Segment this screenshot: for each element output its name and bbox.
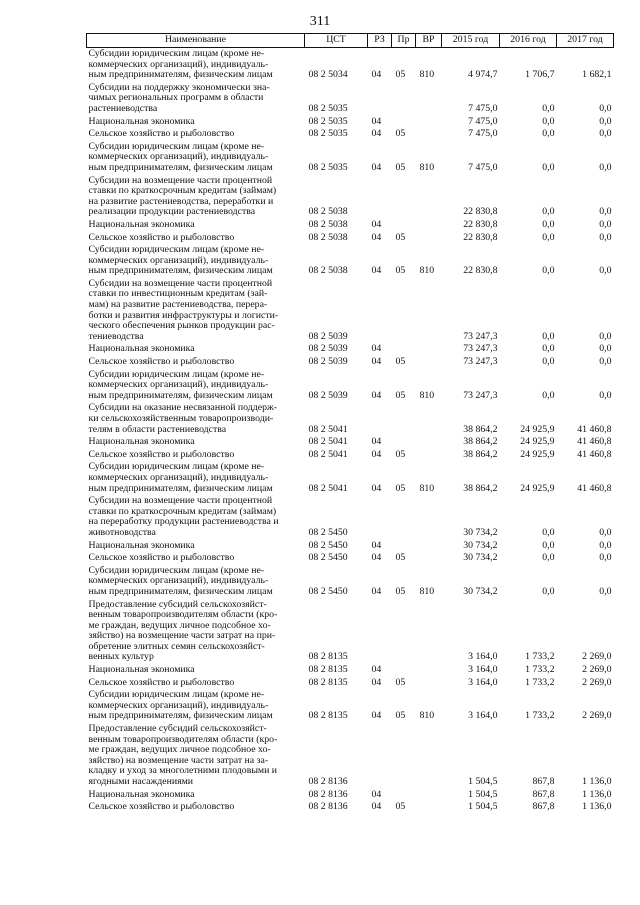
row-pr: 05 (395, 161, 406, 173)
row-name: Сельское хозяйство и рыболовство (88, 676, 235, 688)
row-vr: 810 (419, 585, 435, 597)
row-cst: 08 2 5450 (308, 526, 348, 538)
row-cst: 08 2 5039 (308, 343, 348, 355)
row-vr: 810 (419, 710, 435, 722)
table-row (87, 801, 614, 814)
row-cst: 08 2 5450 (308, 539, 348, 551)
row-2016: 1 706,7 (525, 69, 555, 81)
row-2017: 0,0 (599, 539, 612, 551)
row-name: Субсидии на возмещение части процентной ставки по краткосрочным кредитам (займам) на развитие растениеводства, переработки и реализации продукции растениеводства (88, 174, 277, 218)
row-rz: 04 (371, 265, 382, 277)
row-2017: 0,0 (599, 526, 612, 538)
table-row (87, 244, 614, 278)
row-2016: 867,8 (532, 801, 555, 813)
row-name: Субсидии юридическим лицам (кроме не- коммерческих организаций), индивидуаль- ным предпринимателям, физическим лицам (88, 368, 273, 401)
row-2016: 0,0 (542, 115, 555, 127)
table-row (87, 540, 614, 553)
row-name: Национальная экономика (88, 539, 195, 551)
row-2016: 1 733,2 (525, 676, 555, 688)
header-name: Наименование (87, 34, 305, 48)
row-vr (416, 723, 442, 789)
row-name: Сельское хозяйство и рыболовство (88, 128, 235, 140)
row-name: Субсидии на оказание несвязанной поддерж- ки сельскохозяйственным товаропроизводи- телям в области растениеводства (88, 402, 278, 435)
row-pr (392, 343, 416, 356)
row-rz: 04 (371, 710, 382, 722)
row-vr (416, 540, 442, 553)
row-cst: 08 2 5450 (308, 585, 348, 597)
header-cst: ЦСТ (305, 34, 368, 48)
page-number: 311 (309, 14, 331, 29)
row-2015: 7 475,0 (468, 161, 498, 173)
row-cst: 08 2 5041 (308, 448, 348, 460)
row-2016: 0,0 (542, 539, 555, 551)
row-vr (416, 116, 442, 129)
row-rz: 04 (371, 801, 382, 813)
row-pr: 05 (395, 801, 406, 813)
row-2015: 4 974,7 (468, 69, 498, 81)
row-rz (368, 175, 392, 219)
row-2017: 41 460,8 (577, 448, 612, 460)
row-pr: 05 (395, 710, 406, 722)
table-row (87, 343, 614, 356)
table-row (87, 689, 614, 723)
row-2016: 24 925,9 (520, 436, 555, 448)
row-rz: 04 (371, 664, 382, 676)
row-pr: 05 (395, 552, 406, 564)
row-vr (416, 82, 442, 116)
row-vr (416, 801, 442, 814)
row-cst: 08 2 5038 (308, 265, 348, 277)
row-name: Субсидии юридическим лицам (кроме не- коммерческих организаций), индивидуаль- ным предпринимателям, физическим лицам (88, 461, 273, 494)
row-cst: 08 2 8135 (308, 710, 348, 722)
row-2015: 3 164,0 (468, 676, 498, 688)
row-name: Предоставление субсидий сельскохозяйст- венным товаропроизводителям области (кро- ме граждан, ведущих личное подсобное хо- зяйство) на возмещение части затрат на за- кладку и уход за многолетними плодовыми и ягодными насаждениями (88, 723, 278, 787)
row-2015: 30 734,2 (463, 539, 498, 551)
table-row (87, 599, 614, 665)
row-vr (416, 343, 442, 356)
row-pr (392, 723, 416, 789)
row-2016: 0,0 (542, 128, 555, 140)
row-2015: 3 164,0 (468, 710, 498, 722)
row-rz: 04 (371, 128, 382, 140)
table-row (87, 402, 614, 436)
row-2016: 0,0 (542, 161, 555, 173)
row-name: Национальная экономика (88, 218, 195, 230)
row-2017: 2 269,0 (582, 664, 612, 676)
row-vr (416, 449, 442, 462)
row-rz: 04 (371, 448, 382, 460)
row-2016: 0,0 (542, 585, 555, 597)
row-vr (416, 356, 442, 369)
row-2016: 1 733,2 (525, 664, 555, 676)
row-2016: 24 925,9 (520, 482, 555, 494)
row-2017: 0,0 (599, 206, 612, 218)
row-rz: 04 (371, 115, 382, 127)
row-rz: 04 (371, 161, 382, 173)
row-2015: 1 504,5 (468, 776, 498, 787)
row-cst: 08 2 5034 (308, 69, 348, 81)
row-2016: 0,0 (542, 265, 555, 277)
row-vr (416, 599, 442, 665)
table-row (87, 552, 614, 565)
row-cst: 08 2 5039 (308, 330, 348, 342)
row-vr (416, 219, 442, 232)
row-pr (392, 402, 416, 436)
row-pr (392, 789, 416, 802)
row-2015: 73 247,3 (463, 330, 498, 342)
row-rz: 04 (371, 218, 382, 230)
row-rz: 04 (371, 231, 382, 243)
row-cst: 08 2 5041 (308, 482, 348, 494)
row-2015: 30 734,2 (463, 526, 498, 538)
row-cst: 08 2 8136 (308, 788, 348, 800)
row-pr (392, 278, 416, 344)
row-2016: 0,0 (542, 102, 555, 114)
row-rz: 04 (371, 69, 382, 81)
row-name: Субсидии юридическим лицам (кроме не- коммерческих организаций), индивидуаль- ным предпринимателям, физическим лицам (88, 689, 273, 722)
row-2015: 30 734,2 (463, 585, 498, 597)
row-2017: 0,0 (599, 330, 612, 342)
table-row (87, 789, 614, 802)
row-rz: 04 (371, 552, 382, 564)
row-pr (392, 116, 416, 129)
row-name: Национальная экономика (88, 115, 195, 127)
row-vr (416, 128, 442, 141)
row-2017: 0,0 (599, 389, 612, 401)
row-rz: 04 (371, 436, 382, 448)
row-2017: 2 269,0 (582, 651, 612, 663)
table-row (87, 565, 614, 599)
row-name: Сельское хозяйство и рыболовство (88, 356, 235, 368)
row-2015: 22 830,8 (463, 265, 498, 277)
row-vr: 810 (419, 482, 435, 494)
row-2016: 867,8 (532, 776, 555, 787)
row-2015: 73 247,3 (463, 389, 498, 401)
row-cst: 08 2 5038 (308, 231, 348, 243)
table-row (87, 449, 614, 462)
row-cst: 08 2 8136 (308, 776, 348, 787)
table-row (87, 677, 614, 690)
row-pr: 05 (395, 128, 406, 140)
header-pr: Пр (392, 34, 416, 48)
row-2017: 0,0 (599, 161, 612, 173)
row-name: Национальная экономика (88, 436, 195, 448)
row-2015: 73 247,3 (463, 356, 498, 368)
row-2017: 41 460,8 (577, 482, 612, 494)
row-cst: 08 2 5041 (308, 436, 348, 448)
row-cst: 08 2 5038 (308, 206, 348, 218)
row-vr (416, 402, 442, 436)
row-rz (368, 278, 392, 344)
row-name: Сельское хозяйство и рыболовство (88, 552, 235, 564)
row-2016: 1 733,2 (525, 651, 555, 663)
row-name: Национальная экономика (88, 343, 195, 355)
row-2016: 0,0 (542, 343, 555, 355)
row-2015: 7 475,0 (468, 115, 498, 127)
row-2017: 0,0 (599, 128, 612, 140)
row-cst: 08 2 8136 (308, 801, 348, 813)
row-cst: 08 2 5039 (308, 389, 348, 401)
row-cst: 08 2 5035 (308, 102, 348, 114)
row-vr: 810 (419, 69, 435, 81)
row-cst: 08 2 8135 (308, 651, 348, 663)
table-row (87, 48, 614, 82)
table-row (87, 175, 614, 219)
row-cst: 08 2 5450 (308, 552, 348, 564)
row-2015: 7 475,0 (468, 102, 498, 114)
row-2015: 38 864,2 (463, 448, 498, 460)
row-name: Субсидии юридическим лицам (кроме не- коммерческих организаций), индивидуаль- ным предпринимателям, физическим лицам (88, 564, 273, 597)
row-2017: 2 269,0 (582, 676, 612, 688)
row-2016: 0,0 (542, 552, 555, 564)
row-2017: 0,0 (599, 231, 612, 243)
row-vr (416, 175, 442, 219)
row-2015: 38 864,2 (463, 482, 498, 494)
row-name: Национальная экономика (88, 788, 195, 800)
table-row (87, 356, 614, 369)
row-2016: 24 925,9 (520, 423, 555, 435)
row-2016: 0,0 (542, 218, 555, 230)
row-vr: 810 (419, 389, 435, 401)
row-2017: 41 460,8 (577, 423, 612, 435)
row-2017: 1 682,1 (582, 69, 612, 81)
row-2017: 0,0 (599, 356, 612, 368)
row-rz (368, 723, 392, 789)
row-vr (416, 552, 442, 565)
row-pr: 05 (395, 585, 406, 597)
row-name: Субсидии юридическим лицам (кроме не- коммерческих организаций), индивидуаль- ным предпринимателям, физическим лицам (88, 244, 273, 277)
row-2015: 3 164,0 (468, 664, 498, 676)
row-2017: 0,0 (599, 115, 612, 127)
row-rz (368, 495, 392, 539)
row-2017: 0,0 (599, 265, 612, 277)
row-name: Сельское хозяйство и рыболовство (88, 231, 235, 243)
header-vr: ВР (416, 34, 442, 48)
row-2015: 30 734,2 (463, 552, 498, 564)
row-pr (392, 664, 416, 677)
row-name: Субсидии на возмещение части процентной ставки по краткосрочным кредитам (займам) на переработку продукции растениеводства и животноводства (88, 495, 279, 538)
row-pr: 05 (395, 448, 406, 460)
row-vr (416, 436, 442, 449)
row-2015: 22 830,8 (463, 231, 498, 243)
row-cst: 08 2 5039 (308, 356, 348, 368)
row-name: Субсидии на возмещение части процентной ставки по инвестиционным кредитам (зай- мам) на развитие растениеводства, перера- ботки и развития инфраструктуры и логисти- ческого обеспечения рынков продукции рас- тениеводства (88, 277, 279, 342)
table-row (87, 219, 614, 232)
row-2015: 38 864,2 (463, 423, 498, 435)
row-2015: 22 830,8 (463, 206, 498, 218)
row-pr: 05 (395, 389, 406, 401)
row-rz (368, 599, 392, 665)
table-row (87, 232, 614, 245)
row-2016: 0,0 (542, 356, 555, 368)
row-vr (416, 664, 442, 677)
row-rz: 04 (371, 482, 382, 494)
row-pr: 05 (395, 356, 406, 368)
row-2016: 0,0 (542, 330, 555, 342)
row-2015: 3 164,0 (468, 651, 498, 663)
row-2016: 24 925,9 (520, 448, 555, 460)
row-rz: 04 (371, 676, 382, 688)
row-rz: 04 (371, 343, 382, 355)
header-2017: 2017 год (557, 34, 614, 48)
row-pr: 05 (395, 482, 406, 494)
row-rz (368, 402, 392, 436)
row-2015: 38 864,2 (463, 436, 498, 448)
row-cst: 08 2 5038 (308, 218, 348, 230)
row-name: Субсидии юридическим лицам (кроме не- коммерческих организаций), индивидуаль- ным предпринимателям, физическим лицам (88, 48, 273, 81)
row-cst: 08 2 5041 (308, 423, 348, 435)
row-vr (416, 232, 442, 245)
row-rz: 04 (371, 539, 382, 551)
row-2016: 0,0 (542, 526, 555, 538)
row-2017: 1 136,0 (582, 788, 612, 800)
row-name: Сельское хозяйство и рыболовство (88, 448, 235, 460)
row-vr: 810 (419, 161, 435, 173)
row-rz: 04 (371, 788, 382, 800)
row-pr (392, 599, 416, 665)
row-2015: 1 504,5 (468, 788, 498, 800)
table-row (87, 141, 614, 175)
row-cst: 08 2 5035 (308, 161, 348, 173)
row-pr (392, 175, 416, 219)
budget-table (86, 33, 614, 814)
row-vr (416, 278, 442, 344)
row-2017: 0,0 (599, 585, 612, 597)
row-cst: 08 2 5035 (308, 115, 348, 127)
row-2017: 0,0 (599, 218, 612, 230)
row-rz: 04 (371, 356, 382, 368)
row-2017: 1 136,0 (582, 801, 612, 813)
row-2017: 0,0 (599, 102, 612, 114)
row-2015: 1 504,5 (468, 801, 498, 813)
row-cst: 08 2 8135 (308, 676, 348, 688)
row-vr: 810 (419, 265, 435, 277)
row-pr (392, 219, 416, 232)
table-row (87, 82, 614, 116)
row-pr: 05 (395, 676, 406, 688)
header-2015: 2015 год (442, 34, 500, 48)
row-2016: 0,0 (542, 206, 555, 218)
row-pr (392, 436, 416, 449)
row-name: Субсидии на поддержку экономически зна- чимых региональных программ в области растениеводства (88, 81, 270, 114)
table-row (87, 723, 614, 789)
row-name: Сельское хозяйство и рыболовство (88, 801, 235, 813)
row-2015: 7 475,0 (468, 128, 498, 140)
header-2016: 2016 год (500, 34, 557, 48)
row-2017: 41 460,8 (577, 436, 612, 448)
row-name: Национальная экономика (88, 664, 195, 676)
table-row (87, 369, 614, 403)
row-cst: 08 2 5035 (308, 128, 348, 140)
row-2017: 2 269,0 (582, 710, 612, 722)
table-row (87, 664, 614, 677)
row-vr (416, 789, 442, 802)
table-row (87, 116, 614, 129)
row-2016: 0,0 (542, 231, 555, 243)
row-2017: 1 136,0 (582, 776, 612, 787)
row-2016: 0,0 (542, 389, 555, 401)
row-cst: 08 2 8135 (308, 664, 348, 676)
row-vr (416, 677, 442, 690)
row-2015: 73 247,3 (463, 343, 498, 355)
row-pr: 05 (395, 231, 406, 243)
row-2016: 1 733,2 (525, 710, 555, 722)
table-row (87, 128, 614, 141)
table-row (87, 461, 614, 495)
row-2017: 0,0 (599, 343, 612, 355)
table-row (87, 436, 614, 449)
row-pr (392, 495, 416, 539)
row-pr: 05 (395, 265, 406, 277)
row-2017: 0,0 (599, 552, 612, 564)
table-row (87, 278, 614, 344)
row-2016: 867,8 (532, 788, 555, 800)
row-pr (392, 82, 416, 116)
row-rz: 04 (371, 389, 382, 401)
row-pr: 05 (395, 69, 406, 81)
row-2015: 22 830,8 (463, 218, 498, 230)
row-name: Субсидии юридическим лицам (кроме не- коммерческих организаций), индивидуаль- ным предпринимателям, физическим лицам (88, 140, 273, 173)
row-pr (392, 540, 416, 553)
table-row (87, 495, 614, 539)
row-rz (368, 82, 392, 116)
header-rz: РЗ (368, 34, 392, 48)
row-name: Предоставление субсидий сельскохозяйст- венным товаропроизводителям области (кро- ме граждан, ведущих личное подсобное хо- зяйство) на возмещение части затрат на при- обретение элитных семян сельскохозяйст- венных культур (88, 598, 278, 663)
row-vr (416, 495, 442, 539)
row-rz: 04 (371, 585, 382, 597)
table-header-row (87, 34, 614, 48)
